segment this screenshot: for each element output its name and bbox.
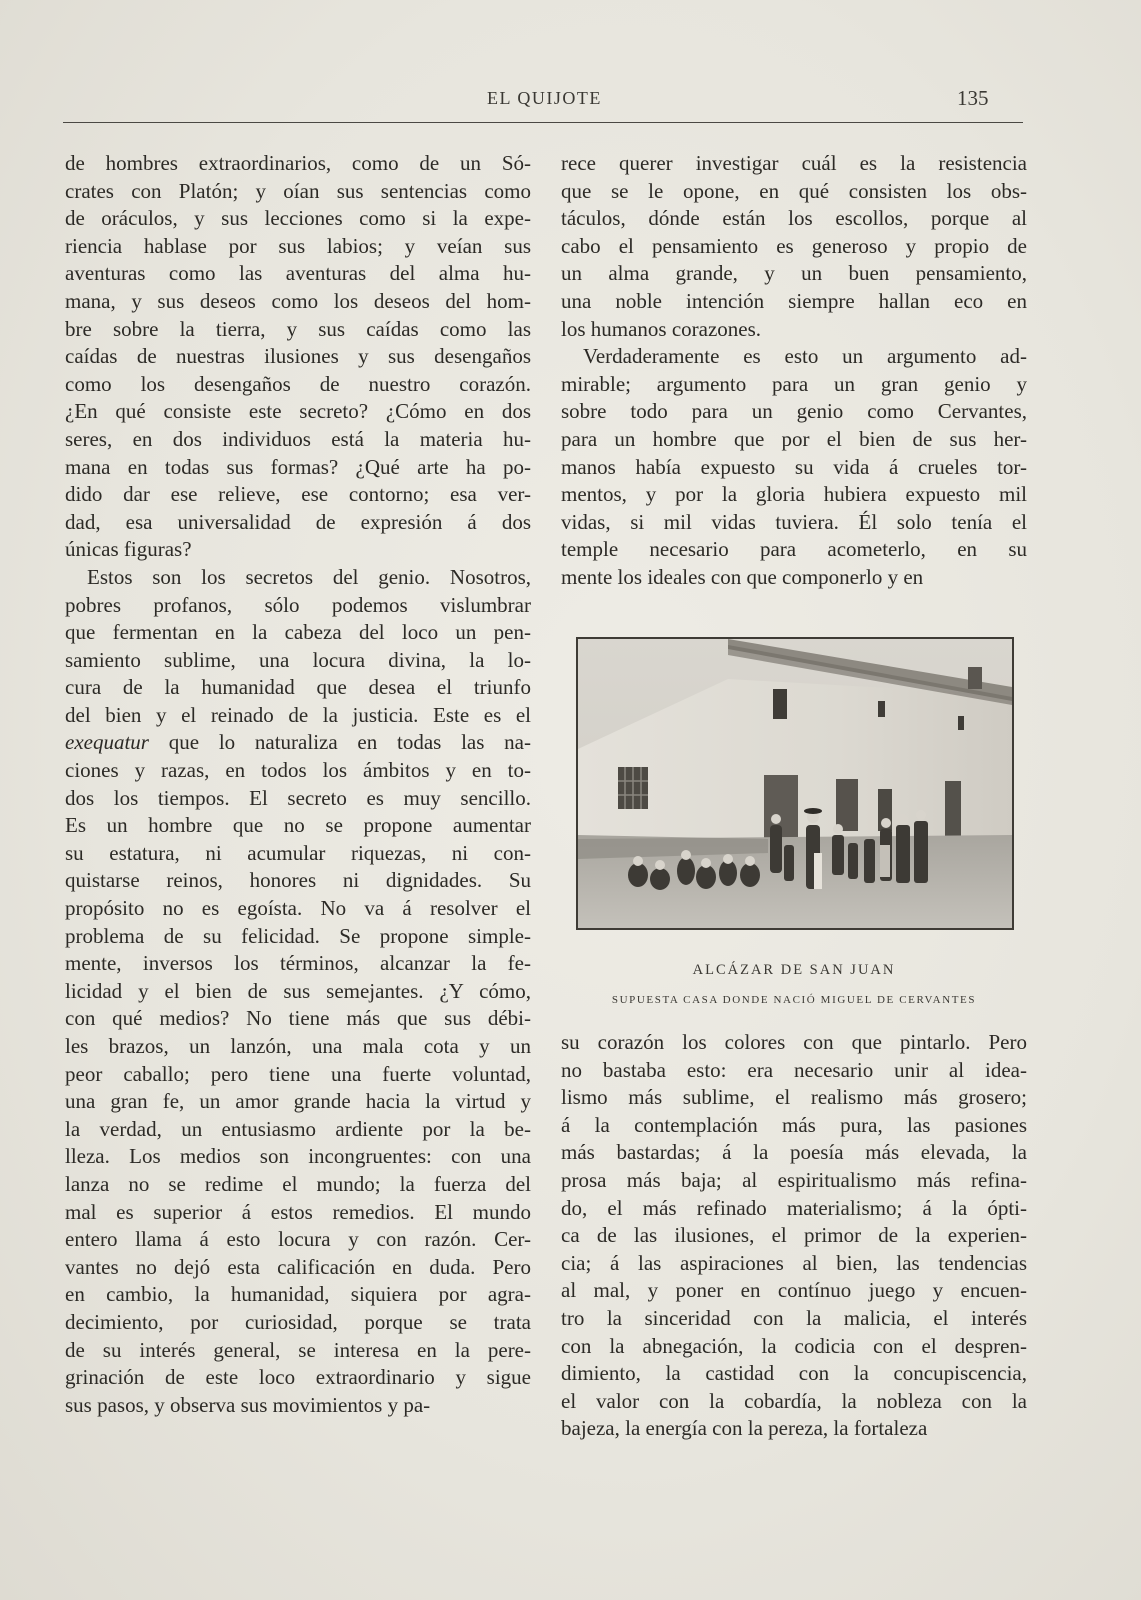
text-line: vantes no dejó esta calificación en duda. Pero	[65, 1254, 531, 1279]
text-line: táculos, dónde están los escollos, porque al	[561, 206, 1027, 231]
left-column	[65, 150, 531, 1419]
text-line: como los desengaños de nuestro corazón.	[65, 371, 531, 396]
text-line: Estos son los secretos del genio. Nosotros,	[87, 564, 531, 589]
text-line: mente, inversos los términos, alcanzar la fe-	[65, 951, 531, 976]
text-line: los humanos corazones.	[561, 316, 762, 341]
text-line: en cambio, la humanidad, siquiera por agra-	[65, 1282, 531, 1307]
text-line: que se le opone, en qué consisten los obs-	[561, 178, 1027, 203]
text-line: únicas figuras?	[65, 537, 192, 562]
text-line: dido dar ese relieve, ese contorno; esa ver-	[65, 482, 531, 507]
text-line: ¿En qué consiste este secreto? ¿Cómo en dos	[65, 399, 531, 424]
text-line: cia; á las aspiraciones al bien, las tendencias	[561, 1250, 1027, 1275]
text-line: caídas de nuestras ilusiones y sus desengaños	[65, 344, 531, 369]
house-photograph	[578, 639, 1012, 928]
text-line: del bien y el reinado de la justicia. Este es el	[65, 702, 531, 727]
text-line: que fermentan en la cabeza del loco un pen-	[65, 620, 531, 645]
text-line: riencia hablase por sus labios; y veían sus	[65, 233, 531, 258]
text-line: mana, y sus deseos como los deseos del hom-	[65, 288, 531, 313]
italic-term: exequatur	[65, 730, 149, 755]
text-line: sobre todo para un genio como Cervantes,	[561, 399, 1027, 424]
text-line: lleza. Los medios son incongruentes: con una	[65, 1144, 531, 1169]
text-line: sus pasos, y observa sus movimientos y pa-	[65, 1392, 431, 1417]
text-line: un alma grande, y un buen pensamiento,	[561, 261, 1027, 286]
text-line: lismo más sublime, el realismo más grosero;	[561, 1085, 1027, 1110]
text-line: su corazón los colores con que pintarlo. Pero	[561, 1030, 1027, 1054]
text-line: de su interés general, se interesa en la pere-	[65, 1337, 531, 1362]
text-line: de oráculos, y sus lecciones como si la expe-	[65, 206, 531, 231]
text-line: cura de la humanidad que desea el triunfo	[65, 675, 531, 700]
text-line: más bastardas; á la poesía más elevada, la	[561, 1140, 1027, 1165]
text-line: para un hombre que por el bien de sus her-	[561, 426, 1027, 451]
text-line: dos los tiempos. El secreto es muy sencillo.	[65, 785, 531, 810]
text-line: Verdaderamente es esto un argumento ad-	[583, 344, 1027, 369]
text-line: ca de las ilusiones, el primor de la experien-	[561, 1223, 1027, 1248]
text-line: licidad y el bien de sus semejantes. ¿Y cómo,	[65, 978, 531, 1003]
text-line: con qué medios? No tiene más que sus débi-	[65, 1006, 531, 1031]
text-line: una gran fe, un amor grande hacia la virtud y	[65, 1089, 531, 1114]
text-line: á la contemplación más pura, las pasiones	[561, 1112, 1027, 1137]
running-title: EL QUIJOTE	[487, 88, 602, 108]
text-line: propósito no es egoísta. No va á resolver el	[65, 896, 531, 921]
photograph-figure	[576, 637, 1014, 930]
text-line: les brazos, un lanzón, una mala cota y un	[65, 1034, 531, 1058]
header-rule	[63, 122, 1023, 123]
text-line: vidas, si mil vidas tuviera. Él solo tenía el	[561, 509, 1027, 534]
text-line: Es un hombre que no se propone aumentar	[65, 813, 531, 838]
text-line: el valor con la cobardía, la nobleza con la	[561, 1388, 1027, 1413]
text-line: samiento sublime, una locura divina, la lo-	[65, 647, 531, 672]
text-line: seres, en dos individuos está la materia hu-	[65, 426, 531, 451]
text-line: la verdad, un entusiasmo ardiente por la be-	[65, 1116, 531, 1141]
text-line: grinación de este loco extraordinario y sigue	[65, 1365, 531, 1390]
text-line: con la abnegación, la codicia con el despren-	[561, 1333, 1027, 1358]
text-line: temple necesario para acometerlo, en su	[561, 537, 1027, 562]
text-line: rece querer investigar cuál es la resistencia	[561, 151, 1027, 175]
text-line: de hombres extraordinarios, como de un Só-	[65, 151, 531, 175]
text-line: no bastaba esto: era necesario unir al idea-	[561, 1057, 1027, 1082]
text-line: bre sobre la tierra, y sus caídas como las	[65, 316, 531, 341]
text-line: mentos, y por la gloria hubiera expuesto mil	[561, 482, 1027, 507]
text-line: prosa más baja; al espiritualismo más refina-	[561, 1167, 1027, 1192]
text-line: su estatura, ni acumular riquezas, ni con-	[65, 840, 531, 865]
text-line: dad, esa universalidad de expresión á dos	[65, 509, 531, 534]
text-line: dimiento, la castidad con la concupiscencia,	[561, 1361, 1027, 1386]
text-line: bajeza, la energía con la pereza, la fortaleza	[561, 1416, 928, 1441]
text-line: lanza no se redime el mundo; la fuerza del	[65, 1171, 531, 1196]
text-line: peor caballo; pero tiene una fuerte voluntad,	[65, 1061, 531, 1086]
text-line: mal es superior á estos remedios. El mundo	[65, 1199, 531, 1224]
text-line: quistarse reinos, honores ni dignidades. Su	[65, 868, 531, 893]
text-line: cabo el pensamiento es generoso y propio de	[561, 233, 1027, 258]
text-line: mirable; argumento para un gran genio y	[561, 371, 1027, 396]
text-line: una noble intención siempre hallan eco en	[561, 288, 1027, 313]
text-line: manos había expuesto su vida á crueles tor-	[561, 454, 1027, 479]
text-line: entero llama á esto locura y con razón. Cer-	[65, 1227, 531, 1252]
text-line: crates con Platón; y oían sus sentencias como	[65, 178, 531, 203]
text-line: pobres profanos, sólo podemos vislumbrar	[65, 592, 531, 617]
text-line: al mal, y poner en contínuo juego y encuen-	[561, 1278, 1027, 1303]
running-header	[0, 88, 1141, 114]
text-line: decimiento, por curiosidad, porque se trata	[65, 1309, 531, 1334]
text-line: do, el más refinado materialismo; á la ópti-	[561, 1195, 1027, 1220]
right-column-top	[561, 150, 1027, 592]
text-line: ciones y razas, en todos los ámbitos y en to-	[65, 758, 531, 783]
text-line: mana en todas sus formas? ¿Qué arte ha po-	[65, 454, 531, 479]
right-column-bottom	[561, 1029, 1027, 1443]
figure-caption-title: ALCÁZAR DE SAN JUAN	[692, 962, 896, 978]
text-line: exequatur que lo naturaliza en todas las na-	[65, 730, 531, 755]
text-line: mente los ideales con que componerlo y en	[561, 564, 924, 589]
page-number: 135	[957, 86, 989, 110]
figure-caption-subtitle: SUPUESTA CASA DONDE NACIÓ MIGUEL DE CERVANTES	[611, 994, 977, 1006]
text-line: aventuras como las aventuras del alma hu-	[65, 261, 531, 286]
text-line: tro la sinceridad con la malicia, el interés	[561, 1305, 1027, 1330]
text-line: problema de su felicidad. Se propone simple-	[65, 923, 531, 948]
